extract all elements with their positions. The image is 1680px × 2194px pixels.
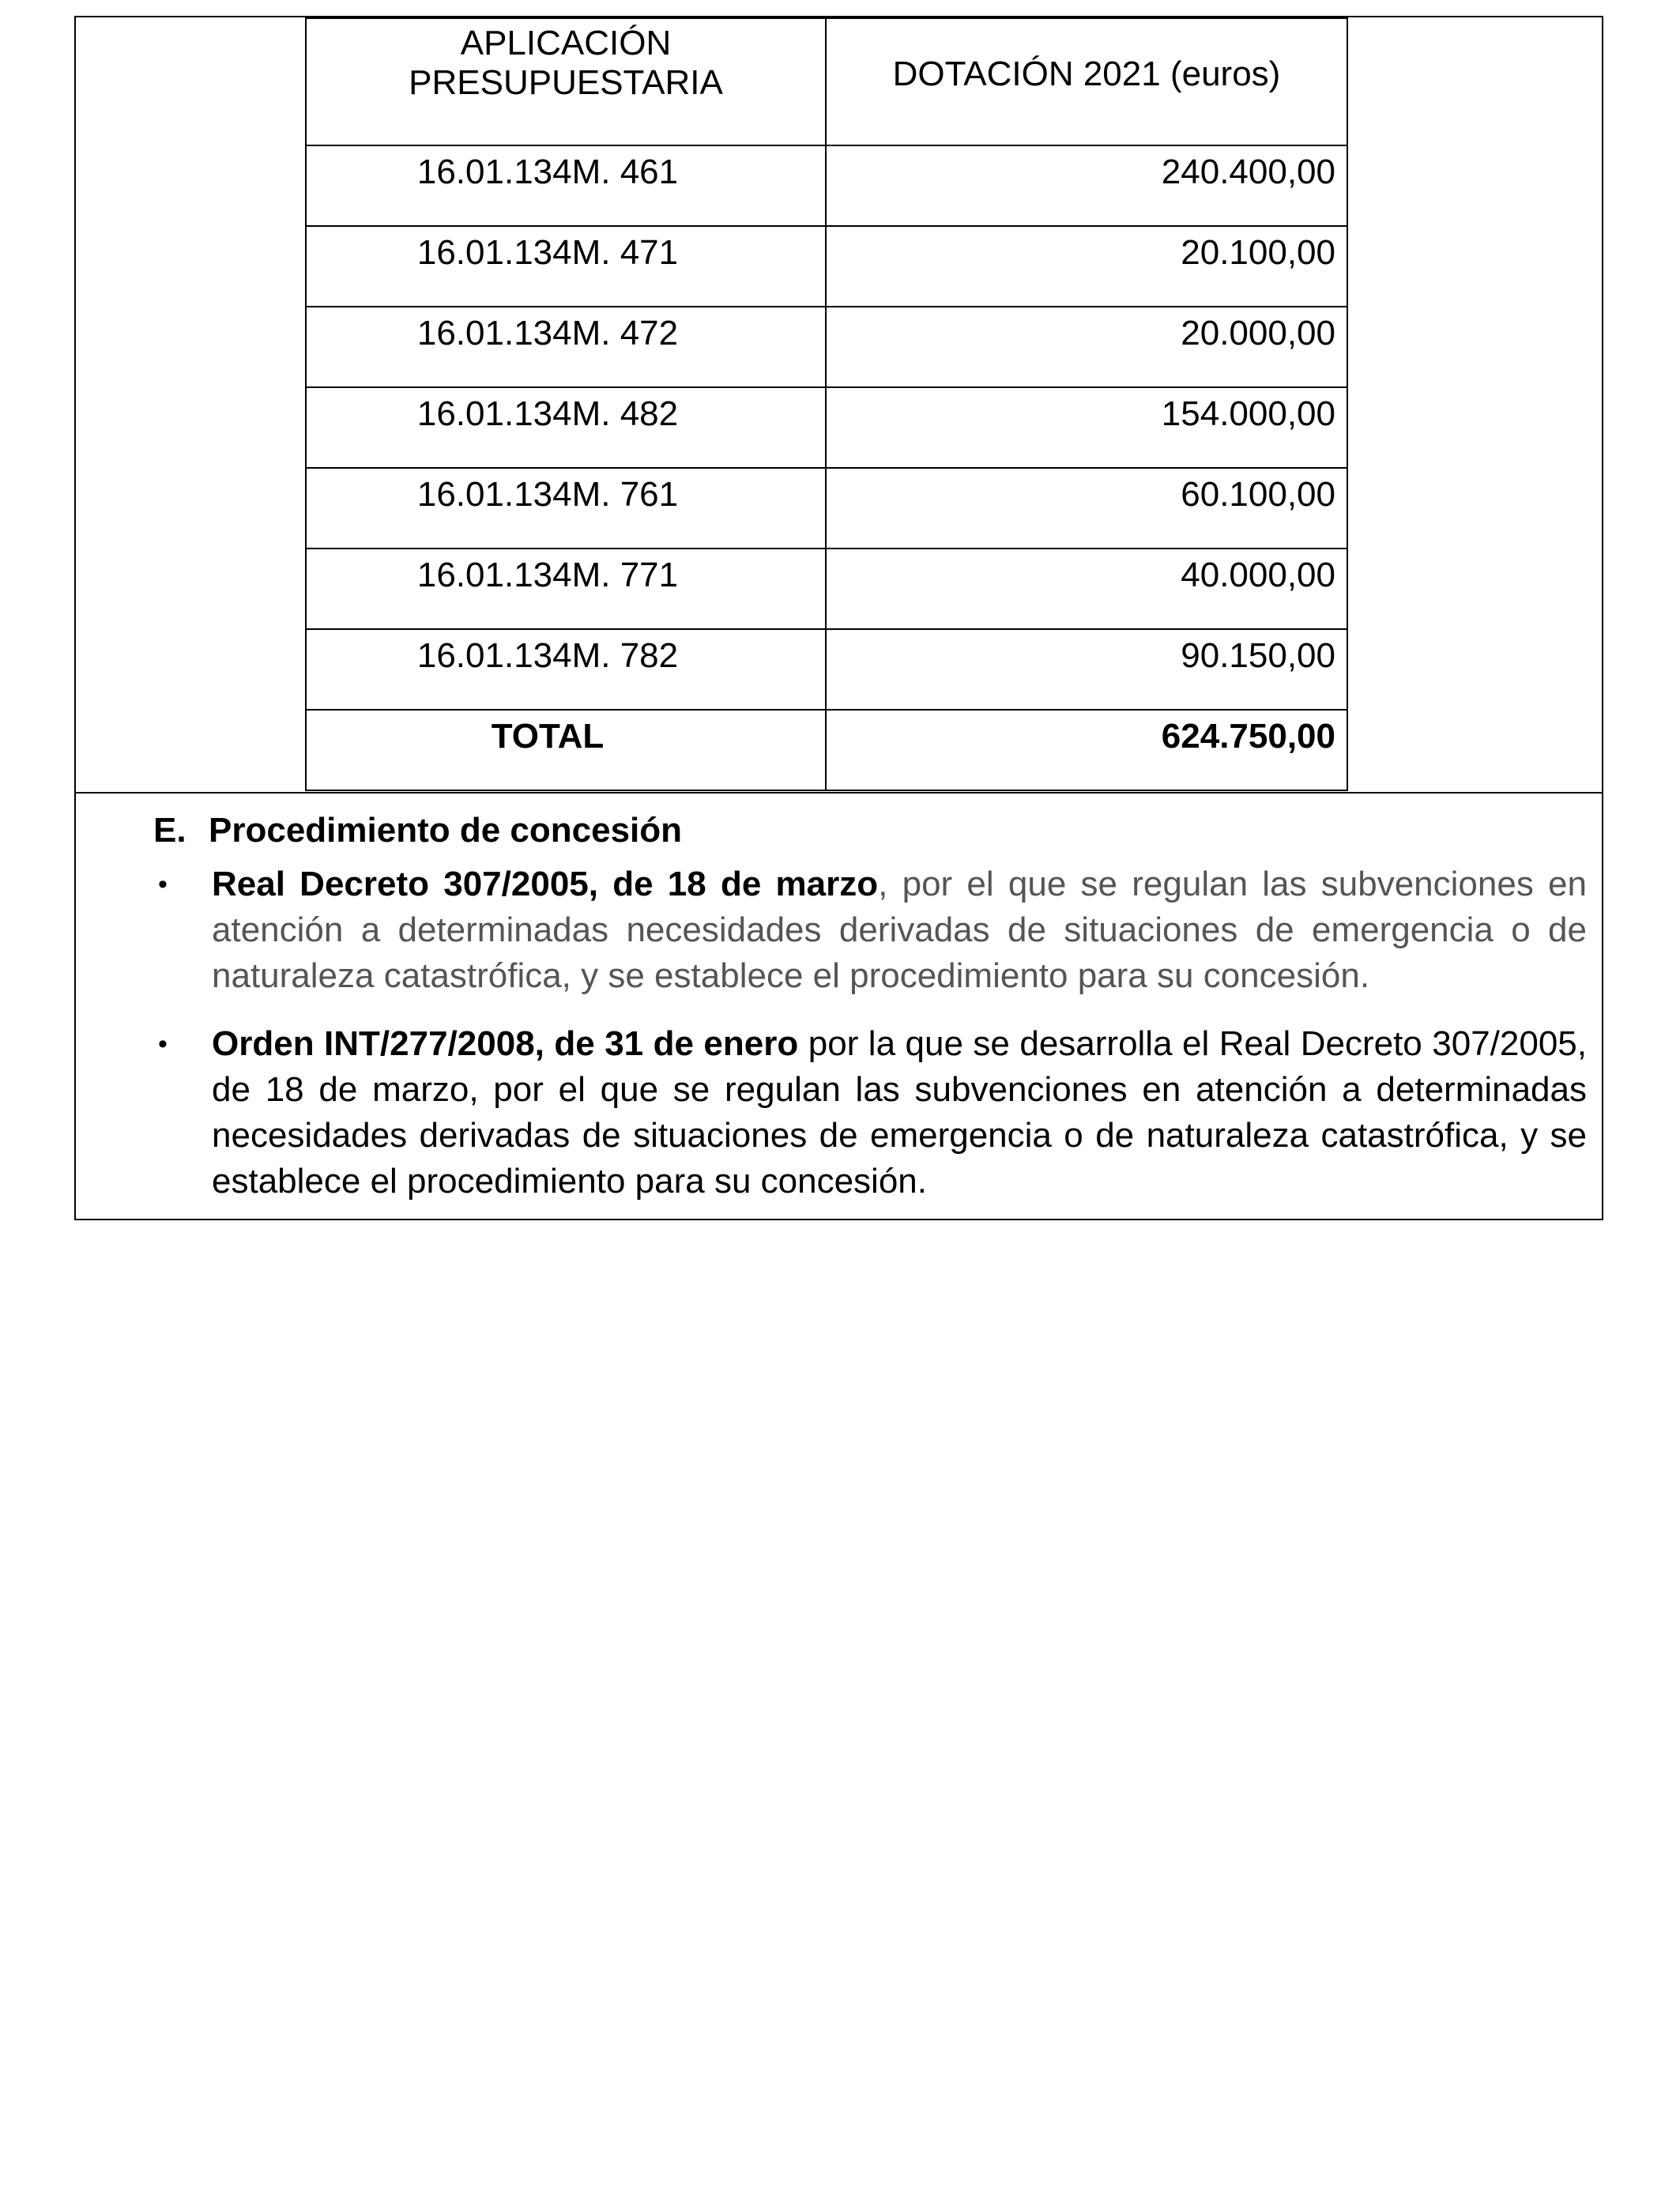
- reference-title: Orden INT/277/2008, de 31 de enero: [212, 1024, 799, 1063]
- amount-cell: 20.100,00: [826, 226, 1347, 307]
- budget-code-cell: 16.01.134M. 771: [306, 548, 826, 629]
- table-total-row: [306, 710, 1347, 790]
- budget-code-cell: 16.01.134M. 472: [306, 307, 826, 387]
- bullet-icon: •: [158, 869, 168, 899]
- reference-description: por la que se desarrolla el Real Decreto 307/2005, de 18 de marzo, por el que se regulan las subvenciones en atención a determinadas necesidades derivadas de situaciones de emergencia o de naturaleza catastrófica, y se establece el procedimiento para su concesión.: [212, 1024, 1587, 1201]
- total-label: TOTAL: [306, 710, 826, 790]
- table-row: [306, 468, 1347, 548]
- section-letter: E.: [153, 811, 186, 850]
- table-header-row: [306, 18, 1347, 145]
- budget-code-cell: 16.01.134M. 782: [306, 629, 826, 710]
- amount-cell: 240.400,00: [826, 145, 1347, 226]
- section-heading: [153, 811, 682, 850]
- document-frame: [74, 16, 1603, 1220]
- amount-cell: 90.150,00: [826, 629, 1347, 710]
- reference-title: Real Decreto 307/2005, de 18 de marzo: [212, 865, 879, 903]
- table-row: [306, 548, 1347, 629]
- amount-cell: 20.000,00: [826, 307, 1347, 387]
- list-item: [212, 861, 1587, 999]
- amount-cell: 154.000,00: [826, 387, 1347, 468]
- budget-table: [305, 17, 1348, 791]
- list-item: [212, 1021, 1587, 1204]
- amount-cell: 60.100,00: [826, 468, 1347, 548]
- budget-code-cell: 16.01.134M. 461: [306, 145, 826, 226]
- reference-description: , por el que se regulan las subvenciones en atención a determinadas necesidades derivadas de situaciones de emergencia o de naturaleza catastrófica, y se establece el procedimiento para su concesión.: [212, 865, 1587, 995]
- section-title-text: Procedimiento de concesión: [209, 811, 683, 850]
- table-row: [306, 307, 1347, 387]
- amount-cell: 40.000,00: [826, 548, 1347, 629]
- table-row: [306, 226, 1347, 307]
- table-row: [306, 387, 1347, 468]
- header-allocation-2021: DOTACIÓN 2021 (euros): [826, 18, 1347, 145]
- bullet-icon: •: [158, 1029, 168, 1059]
- budget-code-cell: 16.01.134M. 471: [306, 226, 826, 307]
- budget-code-cell: 16.01.134M. 761: [306, 468, 826, 548]
- budget-table-section: [76, 17, 1602, 794]
- table-row: [306, 145, 1347, 226]
- header-budget-application: APLICACIÓN PRESUPUESTARIA: [306, 18, 826, 145]
- total-amount: 624.750,00: [826, 710, 1347, 790]
- table-row: [306, 629, 1347, 710]
- budget-code-cell: 16.01.134M. 482: [306, 387, 826, 468]
